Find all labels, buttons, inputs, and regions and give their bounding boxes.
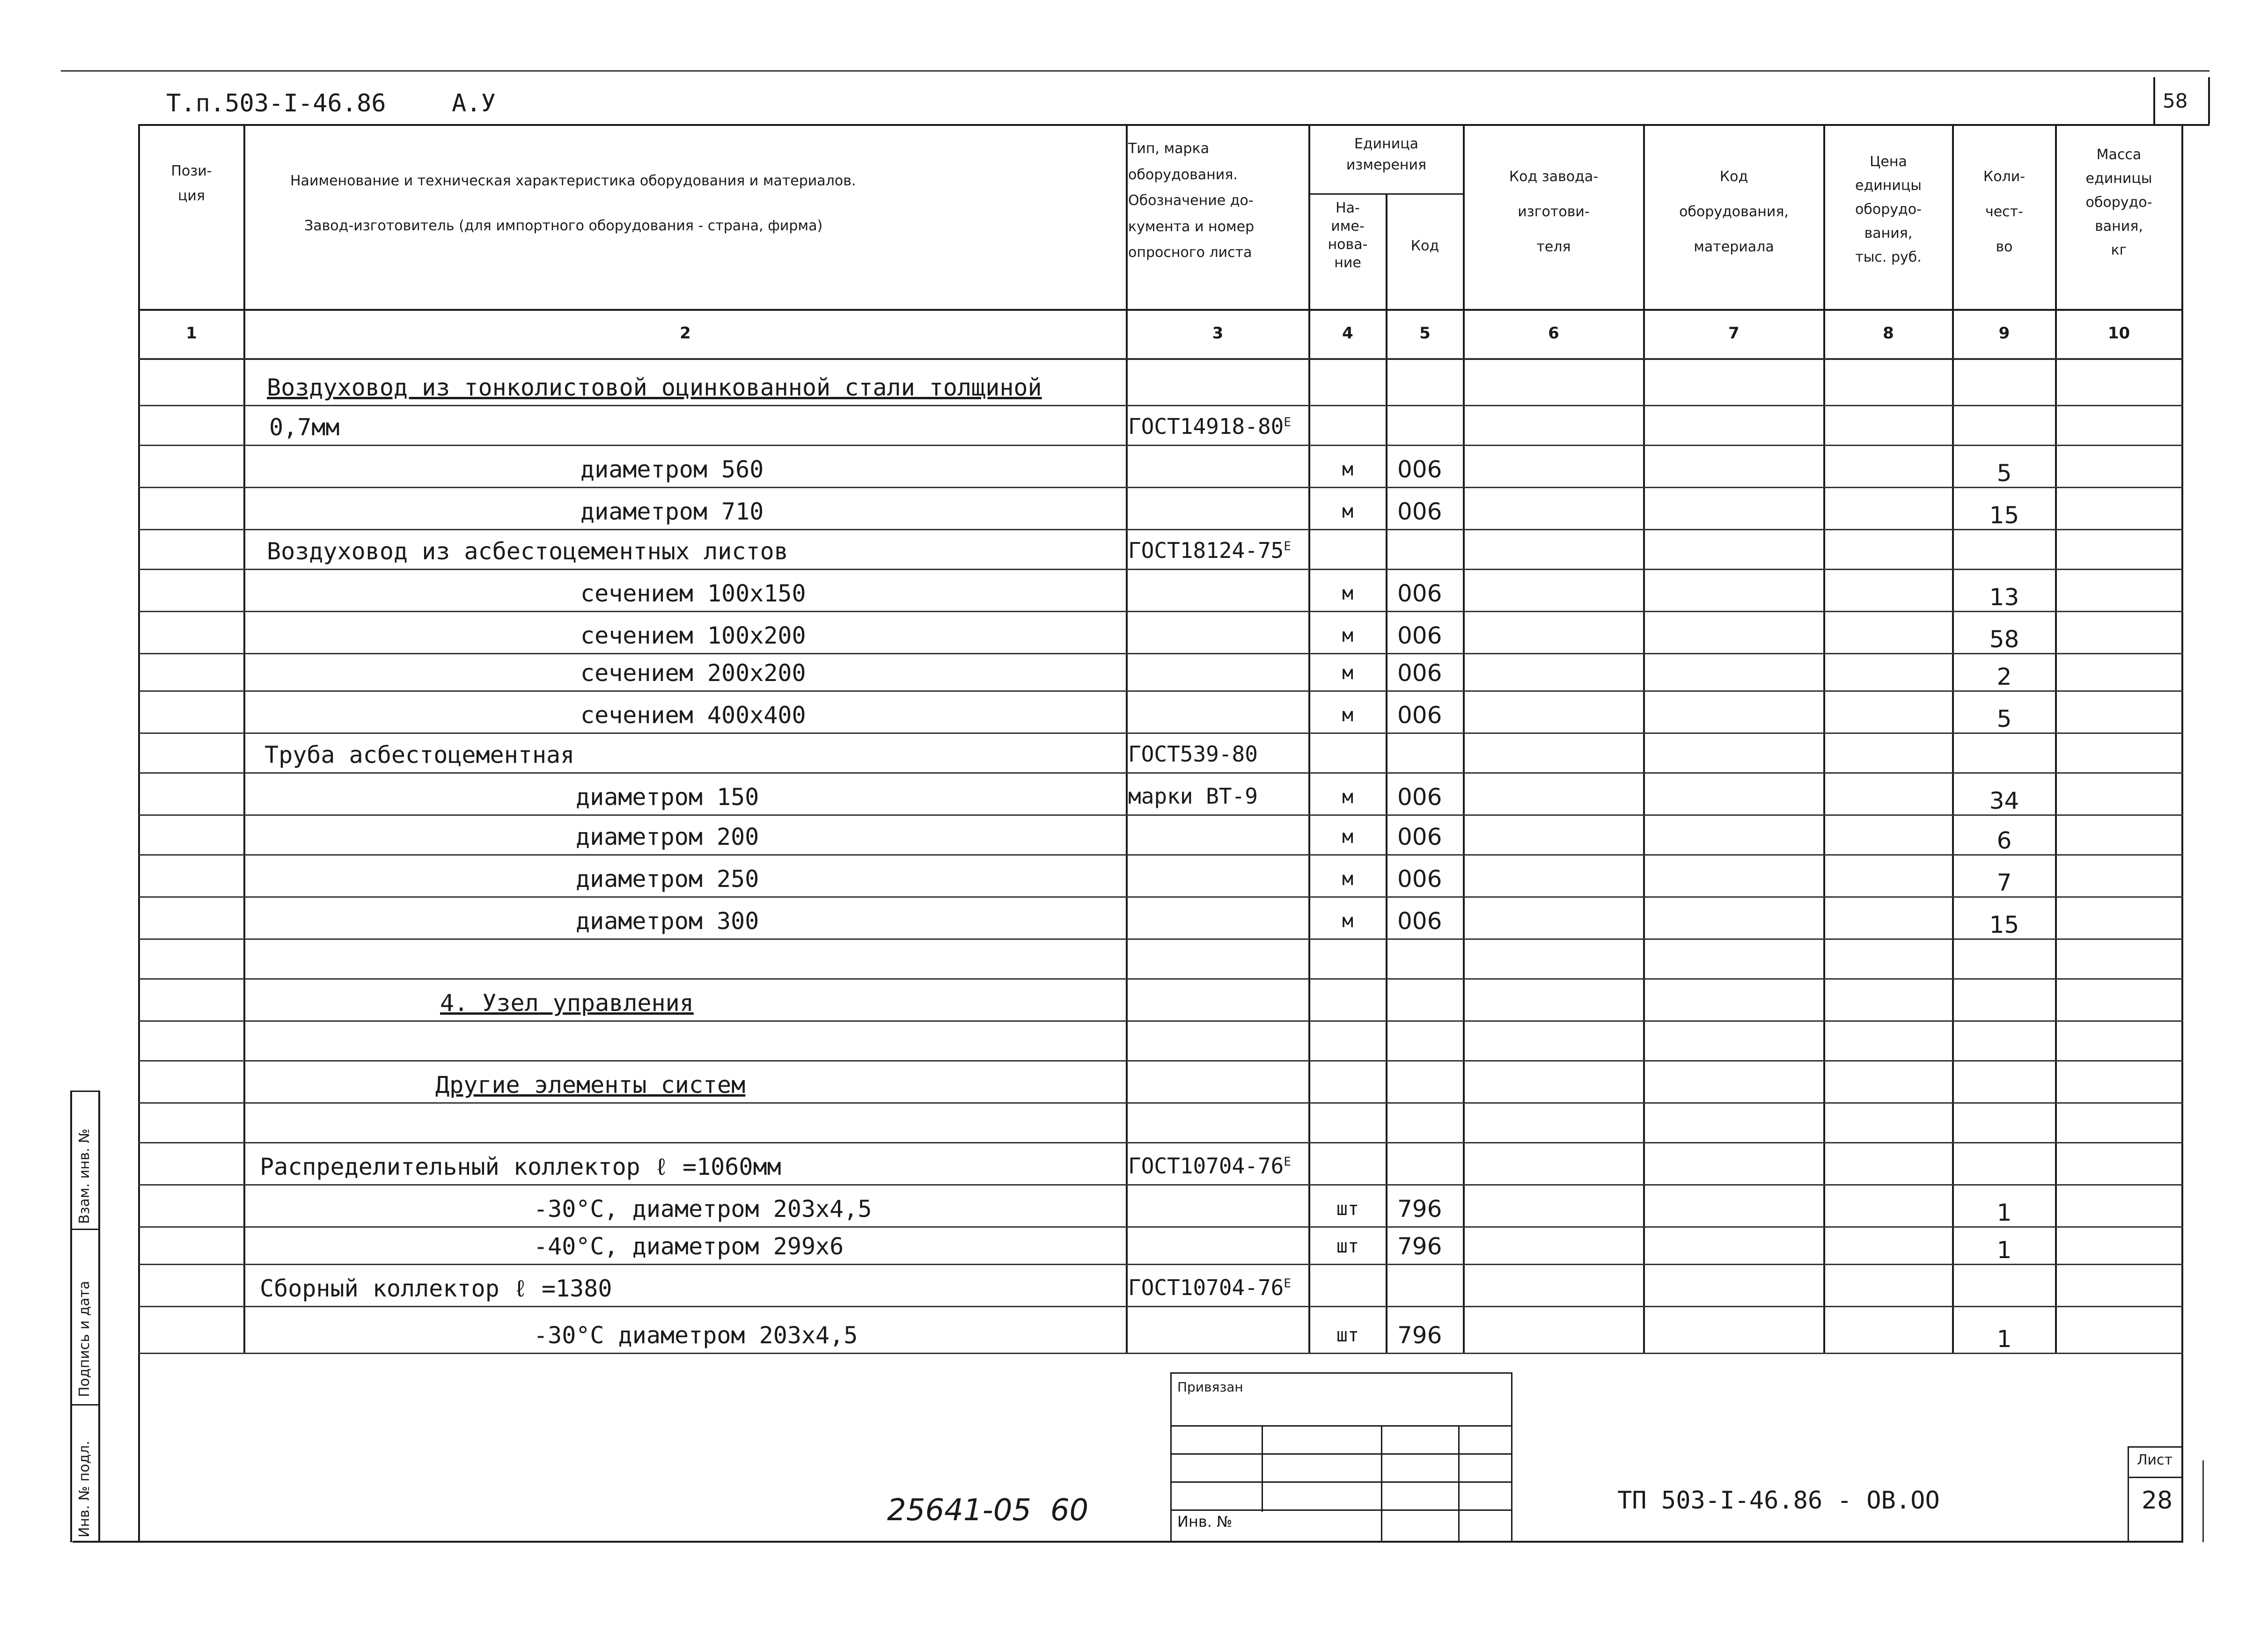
- row-line: [138, 1142, 2183, 1143]
- list-box-left: [2128, 1446, 2129, 1542]
- row-line: [138, 445, 2183, 446]
- row-qty: 1: [1996, 1325, 2012, 1353]
- row-qty: 6: [1996, 827, 2012, 854]
- row-doc-superscript: Е: [1284, 539, 1291, 554]
- row-line: [138, 896, 2183, 898]
- row-name: сечением 200х200: [580, 659, 806, 687]
- list-label: Лист: [2137, 1452, 2173, 1468]
- side-strip-right: [98, 1091, 100, 1542]
- row-name: Воздуховод из тонколистовой оцинкованной стали толщиной: [267, 374, 1042, 401]
- header-col5: Код: [1410, 238, 1439, 254]
- row-doc: [1128, 416, 1291, 437]
- row-name: Сборный коллектор ℓ =1380: [260, 1275, 612, 1302]
- row-line: [138, 772, 2183, 774]
- row-unit: шт: [1336, 1198, 1359, 1220]
- row-unit: м: [1342, 826, 1354, 848]
- row-line: [138, 611, 2183, 612]
- stamp-row2: [1170, 1453, 1512, 1455]
- stamp-row1: [1170, 1425, 1512, 1427]
- row-name: -30°С диаметром 203х4,5: [534, 1322, 858, 1349]
- row-doc-text: ГОСТ18124-75: [1128, 538, 1284, 563]
- col-line-8: [1952, 124, 1954, 1353]
- row-doc: [1128, 540, 1291, 561]
- row-name: диаметром 250: [576, 865, 759, 893]
- stamp-col2: [1381, 1425, 1382, 1542]
- side-strip-top: [70, 1091, 100, 1092]
- row-name: Другие элементы систем: [435, 1071, 746, 1098]
- row-name: диаметром 150: [576, 784, 759, 811]
- row-qty: 15: [1989, 911, 2019, 938]
- side-strip-div2: [70, 1404, 100, 1406]
- row-line: [138, 1226, 2183, 1228]
- row-qty: 13: [1989, 584, 2019, 611]
- row-name: сечением 100х200: [580, 622, 806, 649]
- row-unit: м: [1342, 501, 1354, 522]
- frame-top: [138, 124, 2209, 126]
- header-col6: Код завода- изготови- теля: [1509, 168, 1599, 255]
- row-qty: 34: [1989, 787, 2019, 814]
- row-line: [138, 529, 2183, 530]
- frame-bottom: [73, 1541, 2183, 1543]
- row-qty: 1: [1996, 1237, 2012, 1264]
- colnum-10: 10: [2107, 324, 2130, 343]
- doc-suffix: А.У: [452, 89, 496, 117]
- row-doc: [1128, 1155, 1291, 1177]
- row-unit: м: [1342, 786, 1354, 808]
- row-qty: 7: [1996, 869, 2012, 896]
- row-name: -30°С, диаметром 203х4,5: [534, 1195, 872, 1223]
- row-line: [138, 938, 2183, 940]
- row-unit: шт: [1336, 1325, 1359, 1346]
- row-line: [138, 653, 2183, 654]
- row-unit: м: [1342, 583, 1354, 604]
- colnum-5: 5: [1419, 324, 1431, 343]
- row-qty: 15: [1989, 502, 2019, 529]
- row-line: [138, 854, 2183, 856]
- header-col8: Цена единицы оборудо- вания, тыс. руб.: [1855, 154, 1922, 265]
- col-line-3: [1308, 124, 1310, 1353]
- frame-left: [138, 124, 140, 1542]
- row-doc-superscript: Е: [1284, 1276, 1291, 1291]
- row-unit: м: [1342, 704, 1354, 726]
- row-line: [138, 487, 2183, 488]
- row-code: 006: [1397, 622, 1442, 649]
- row-line: [138, 405, 2183, 406]
- row-line: [138, 1060, 2183, 1062]
- side-strip-left: [70, 1091, 72, 1542]
- row-code: 006: [1397, 908, 1442, 935]
- handwritten-number: 25641-05 60: [887, 1493, 1089, 1528]
- colnum-7: 7: [1728, 324, 1740, 343]
- row-name: 0,7мм: [269, 414, 340, 441]
- header-col1: Пози- ция: [171, 163, 212, 204]
- page-number-top: 58: [2163, 89, 2188, 112]
- header-col4: На- име- нова- ние: [1328, 200, 1368, 271]
- stamp-row4: [1170, 1509, 1512, 1511]
- col-line-5: [1463, 124, 1465, 1353]
- row-name: диаметром 300: [576, 908, 759, 935]
- side-label-podpis: Подпись и дата: [76, 1281, 93, 1397]
- row-unit: м: [1342, 459, 1354, 480]
- row-doc-text: ГОСТ10704-76: [1128, 1153, 1284, 1179]
- stamp-privyazan: Привязан: [1177, 1379, 1243, 1395]
- stamp-col1: [1262, 1425, 1263, 1512]
- col-line-6: [1643, 124, 1645, 1353]
- row-code: 796: [1397, 1233, 1442, 1260]
- row-line: [138, 978, 2183, 980]
- row-qty: 5: [1996, 460, 2012, 487]
- row-name: диаметром 710: [580, 498, 764, 525]
- row-name: диаметром 200: [576, 823, 759, 850]
- row-doc-superscript: Е: [1284, 415, 1291, 430]
- col-line-1: [243, 124, 245, 1353]
- col-line-7: [1823, 124, 1825, 1353]
- colnum-8: 8: [1883, 324, 1894, 343]
- row-doc: [1128, 785, 1258, 807]
- colnum-2: 2: [680, 324, 691, 343]
- list-box-mid: [2128, 1477, 2183, 1478]
- list-number: 28: [2142, 1487, 2173, 1515]
- frame-right: [2181, 124, 2183, 1542]
- row-code: 006: [1397, 456, 1442, 483]
- colnum-6: 6: [1548, 324, 1559, 343]
- row-code: 796: [1397, 1195, 1442, 1223]
- list-box-top: [2128, 1446, 2183, 1448]
- row-code: 006: [1397, 580, 1442, 607]
- stamp-col3: [1458, 1425, 1460, 1542]
- doc-code: Т.п.503-І-46.86: [166, 89, 386, 117]
- row-line: [138, 1264, 2183, 1265]
- row-line: [138, 732, 2183, 734]
- header-col10: Масса единицы оборудо- вания, кг: [2085, 146, 2152, 258]
- row-unit: шт: [1336, 1236, 1359, 1257]
- col-line-9: [2055, 124, 2057, 1353]
- row-code: 006: [1397, 823, 1442, 850]
- row-qty: 5: [1996, 705, 2012, 732]
- header-unit-group: Единица измерения: [1346, 136, 1427, 173]
- stamp-inv-no: Инв. №: [1177, 1513, 1233, 1530]
- header-col7: Код оборудования, материала: [1679, 168, 1789, 255]
- row-doc: [1128, 1277, 1291, 1298]
- row-code: 006: [1397, 784, 1442, 811]
- row-name: сечением 400х400: [580, 702, 806, 729]
- row-doc: [1128, 743, 1258, 765]
- row-line: [138, 1306, 2183, 1307]
- row-line: [138, 1020, 2183, 1022]
- stamp-top: [1170, 1372, 1512, 1374]
- side-label-inv-podl: Инв. № подл.: [76, 1441, 93, 1538]
- unit-group-divider: [1308, 193, 1464, 195]
- row-line: [138, 358, 2183, 359]
- header-col2-line1: Наименование и техническая характеристика оборудования и материалов.: [290, 173, 856, 189]
- col-line-2: [1126, 124, 1128, 1353]
- row-name: Распределительный коллектор ℓ =1060мм: [260, 1153, 781, 1180]
- row-doc-text: марки ВТ-9: [1128, 784, 1258, 809]
- row-code: 006: [1397, 702, 1442, 729]
- row-line: [138, 1102, 2183, 1104]
- pagenum-box-left: [2153, 77, 2155, 124]
- row-qty: 1: [1996, 1199, 2012, 1226]
- row-qty: 2: [1996, 663, 2012, 690]
- row-code: 006: [1397, 865, 1442, 893]
- row-line: [138, 690, 2183, 692]
- header-bottom: [138, 309, 2183, 311]
- colnum-1: 1: [186, 324, 197, 343]
- row-line: [138, 569, 2183, 570]
- row-code: 006: [1397, 498, 1442, 525]
- frame-right-outer: [2208, 77, 2210, 124]
- row-name: Воздуховод из асбестоцементных листов: [267, 538, 788, 565]
- row-name: сечением 100х150: [580, 580, 806, 607]
- header-col2-line2: Завод-изготовитель (для импортного оборудования - страна, фирма): [304, 218, 823, 234]
- stamp-row3: [1170, 1481, 1512, 1483]
- row-qty: 58: [1989, 626, 2019, 653]
- stamp-right: [1511, 1372, 1512, 1542]
- row-doc-text: ГОСТ539-80: [1128, 741, 1258, 767]
- row-name: 4. Узел управления: [440, 989, 694, 1017]
- row-unit: м: [1342, 868, 1354, 890]
- row-line: [138, 814, 2183, 816]
- row-name: диаметром 560: [580, 456, 764, 483]
- row-doc-text: ГОСТ10704-76: [1128, 1275, 1284, 1300]
- header-col3: Тип, марка оборудования. Обозначение до- кумента и номер опросного листа: [1128, 140, 1255, 261]
- row-unit: м: [1342, 910, 1354, 932]
- side-strip-div1: [70, 1229, 100, 1230]
- row-unit: м: [1342, 662, 1354, 684]
- row-name: -40°С, диаметром 299х6: [534, 1233, 844, 1260]
- top-sheet-line: [61, 70, 2209, 72]
- colnum-3: 3: [1212, 324, 1224, 343]
- row-line: [138, 1184, 2183, 1186]
- header-col9: Коли- чест- во: [1983, 168, 2026, 255]
- row-code: 006: [1397, 659, 1442, 687]
- row-doc-text: ГОСТ14918-80: [1128, 414, 1284, 439]
- side-label-vzam: Взам. инв. №: [76, 1128, 93, 1224]
- right-edge-mark: [2202, 1460, 2204, 1542]
- row-name: Труба асбестоцементная: [264, 741, 575, 769]
- colnum-9: 9: [1998, 324, 2010, 343]
- stamp-left: [1170, 1372, 1172, 1542]
- colnum-4: 4: [1342, 324, 1353, 343]
- row-unit: м: [1342, 625, 1354, 646]
- stamp-title-code: ТП 503-І-46.86 - ОВ.ОО: [1617, 1487, 1940, 1515]
- row-doc-superscript: Е: [1284, 1155, 1291, 1169]
- row-code: 796: [1397, 1322, 1442, 1349]
- row-line: [138, 1353, 2183, 1354]
